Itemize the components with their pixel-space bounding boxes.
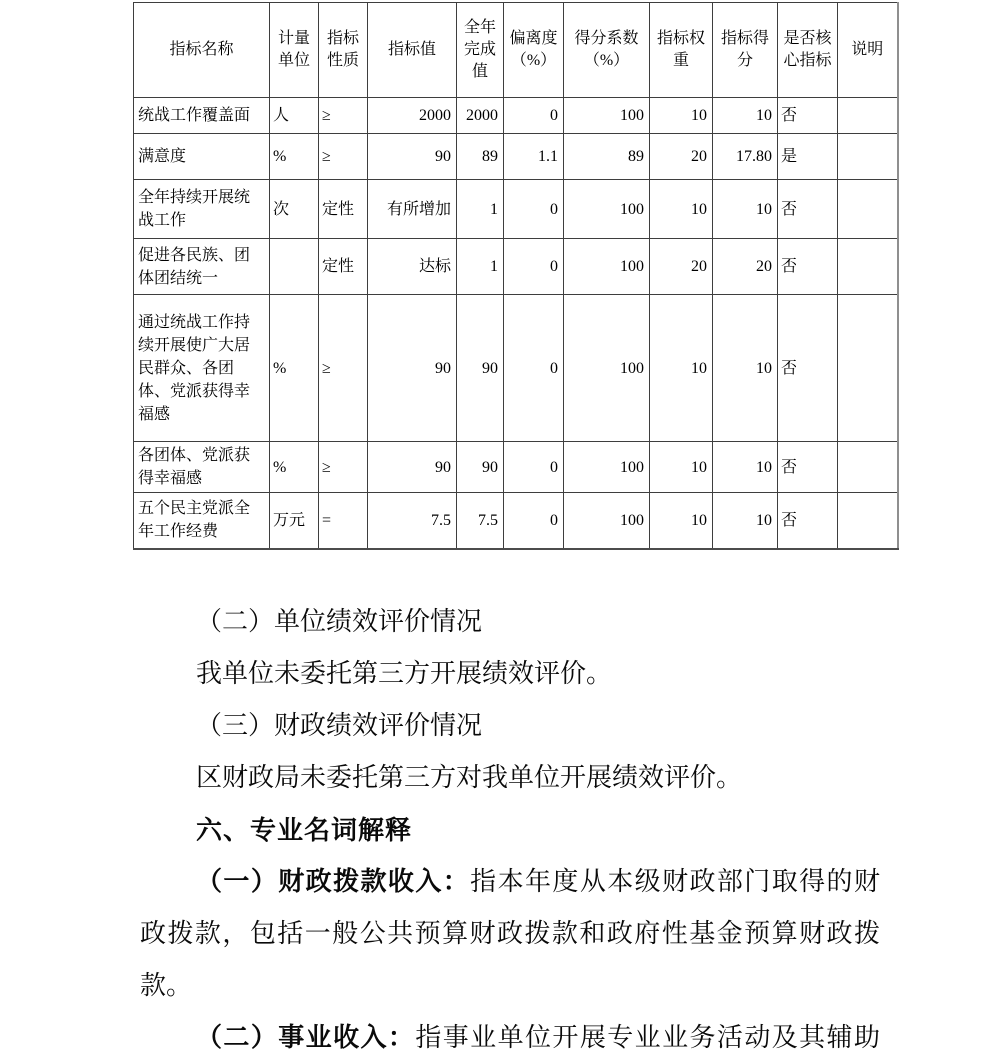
table-cell: 10 bbox=[713, 295, 778, 442]
table-cell: 7.5 bbox=[457, 493, 504, 549]
table-cell bbox=[838, 295, 898, 442]
term-fiscal-appropriation-lead: （一）财政拨款收入： bbox=[196, 867, 471, 896]
table-cell: 10 bbox=[713, 180, 778, 239]
table-cell: 0 bbox=[504, 239, 564, 295]
column-header: 全年完成值 bbox=[457, 3, 504, 98]
table-cell: 满意度 bbox=[134, 134, 270, 180]
table-cell bbox=[838, 442, 898, 493]
table-cell bbox=[838, 493, 898, 549]
table-cell: 10 bbox=[650, 493, 713, 549]
table-cell: 100 bbox=[564, 98, 650, 134]
term-business-income-line1 bbox=[140, 1012, 880, 1053]
performance-indicator-table bbox=[133, 2, 899, 550]
table-cell: 10 bbox=[650, 180, 713, 239]
table-cell: 五个民主党派全年工作经费 bbox=[134, 493, 270, 549]
table-cell: 0 bbox=[504, 180, 564, 239]
document-text-body bbox=[140, 596, 880, 1053]
table-cell: 达标 bbox=[368, 239, 457, 295]
section-heading-fiscal-evaluation: （三）财政绩效评价情况 bbox=[196, 711, 483, 740]
table-cell: 17.80 bbox=[713, 134, 778, 180]
table-cell: 否 bbox=[778, 295, 838, 442]
column-header: 指标性质 bbox=[319, 3, 368, 98]
table-cell: 否 bbox=[778, 239, 838, 295]
table-cell: 1 bbox=[457, 239, 504, 295]
section-heading-glossary: 六、专业名词解释 bbox=[196, 815, 413, 845]
table-cell: 2000 bbox=[368, 98, 457, 134]
column-header: 指标名称 bbox=[134, 3, 270, 98]
table-cell: 10 bbox=[650, 442, 713, 493]
table-cell: 0 bbox=[504, 295, 564, 442]
table-cell bbox=[838, 239, 898, 295]
table-cell: 20 bbox=[650, 134, 713, 180]
column-header: 计量单位 bbox=[270, 3, 319, 98]
table-cell: 人 bbox=[270, 98, 319, 134]
table-cell: 定性 bbox=[319, 239, 368, 295]
section-heading-unit-evaluation: （二）单位绩效评价情况 bbox=[196, 607, 483, 636]
table-cell: ≥ bbox=[319, 98, 368, 134]
table-cell: 90 bbox=[368, 134, 457, 180]
table-row bbox=[134, 180, 898, 239]
table-cell: = bbox=[319, 493, 368, 549]
table-cell: 10 bbox=[713, 442, 778, 493]
table-cell: 10 bbox=[713, 493, 778, 549]
table-cell: 1.1 bbox=[504, 134, 564, 180]
table-cell: 90 bbox=[457, 442, 504, 493]
table-cell: 7.5 bbox=[368, 493, 457, 549]
table-cell: 20 bbox=[713, 239, 778, 295]
paragraph-fiscal-evaluation: 区财政局未委托第三方对我单位开展绩效评价。 bbox=[196, 763, 743, 792]
table-row bbox=[134, 493, 898, 549]
table-cell: 90 bbox=[457, 295, 504, 442]
table-cell: 10 bbox=[713, 98, 778, 134]
column-header: 指标值 bbox=[368, 3, 457, 98]
table-cell: 89 bbox=[564, 134, 650, 180]
table-cell: 100 bbox=[564, 493, 650, 549]
table-cell: 100 bbox=[564, 295, 650, 442]
paragraph-unit-evaluation: 我单位未委托第三方开展绩效评价。 bbox=[196, 659, 613, 688]
table-cell: 否 bbox=[778, 180, 838, 239]
table-cell: 10 bbox=[650, 98, 713, 134]
table-cell: 0 bbox=[504, 98, 564, 134]
table-cell: 万元 bbox=[270, 493, 319, 549]
table-row bbox=[134, 442, 898, 493]
table-cell: 否 bbox=[778, 442, 838, 493]
table-cell: 100 bbox=[564, 239, 650, 295]
table-cell: 100 bbox=[564, 180, 650, 239]
table-cell: 90 bbox=[368, 442, 457, 493]
table-cell: ≥ bbox=[319, 442, 368, 493]
table-cell: 100 bbox=[564, 442, 650, 493]
table-cell bbox=[838, 98, 898, 134]
table-cell: % bbox=[270, 134, 319, 180]
table-cell: 10 bbox=[650, 295, 713, 442]
table-cell: % bbox=[270, 295, 319, 442]
table-cell bbox=[838, 180, 898, 239]
table-row bbox=[134, 134, 898, 180]
table-cell bbox=[838, 134, 898, 180]
column-header: 偏离度（%） bbox=[504, 3, 564, 98]
table-cell bbox=[270, 239, 319, 295]
table-cell: ≥ bbox=[319, 295, 368, 442]
table-cell: 有所增加 bbox=[368, 180, 457, 239]
table-body bbox=[134, 98, 898, 549]
table-cell: 统战工作覆盖面 bbox=[134, 98, 270, 134]
table-cell: 20 bbox=[650, 239, 713, 295]
table-row bbox=[134, 295, 898, 442]
table-cell: 定性 bbox=[319, 180, 368, 239]
table-cell: 1 bbox=[457, 180, 504, 239]
table-cell: 否 bbox=[778, 98, 838, 134]
term-fiscal-appropriation-text: 指本年度从本级财政部门取得的财 bbox=[470, 867, 880, 896]
table-cell: 2000 bbox=[457, 98, 504, 134]
table-cell: 是 bbox=[778, 134, 838, 180]
table-row bbox=[134, 239, 898, 295]
table-cell: 否 bbox=[778, 493, 838, 549]
term-business-income-lead: （二）事业收入： bbox=[196, 1023, 416, 1052]
table-cell: ≥ bbox=[319, 134, 368, 180]
table-row bbox=[134, 98, 898, 134]
table-cell: 次 bbox=[270, 180, 319, 239]
table-cell: % bbox=[270, 442, 319, 493]
table-cell: 通过统战工作持续开展使广大居民群众、各团体、党派获得幸福感 bbox=[134, 295, 270, 442]
column-header: 指标得分 bbox=[713, 3, 778, 98]
term-fiscal-appropriation-line1 bbox=[140, 856, 880, 908]
term-business-income-text: 指事业单位开展专业业务活动及其辅助 bbox=[415, 1023, 880, 1052]
table-cell: 89 bbox=[457, 134, 504, 180]
column-header: 说明 bbox=[838, 3, 898, 98]
table-header bbox=[134, 3, 898, 98]
term-fiscal-appropriation-line2: 政拨款，包括一般公共预算财政拨款和政府性基金预算财政拨 bbox=[140, 919, 880, 948]
term-fiscal-appropriation-line3: 款。 bbox=[140, 971, 193, 1000]
table-header-row bbox=[134, 3, 898, 98]
table-cell: 0 bbox=[504, 442, 564, 493]
table-cell: 90 bbox=[368, 295, 457, 442]
column-header: 指标权重 bbox=[650, 3, 713, 98]
table-cell: 促进各民族、团体团结统一 bbox=[134, 239, 270, 295]
table-cell: 0 bbox=[504, 493, 564, 549]
table-cell: 全年持续开展统战工作 bbox=[134, 180, 270, 239]
table-cell: 各团体、党派获得幸福感 bbox=[134, 442, 270, 493]
column-header: 得分系数（%） bbox=[564, 3, 650, 98]
column-header: 是否核心指标 bbox=[778, 3, 838, 98]
